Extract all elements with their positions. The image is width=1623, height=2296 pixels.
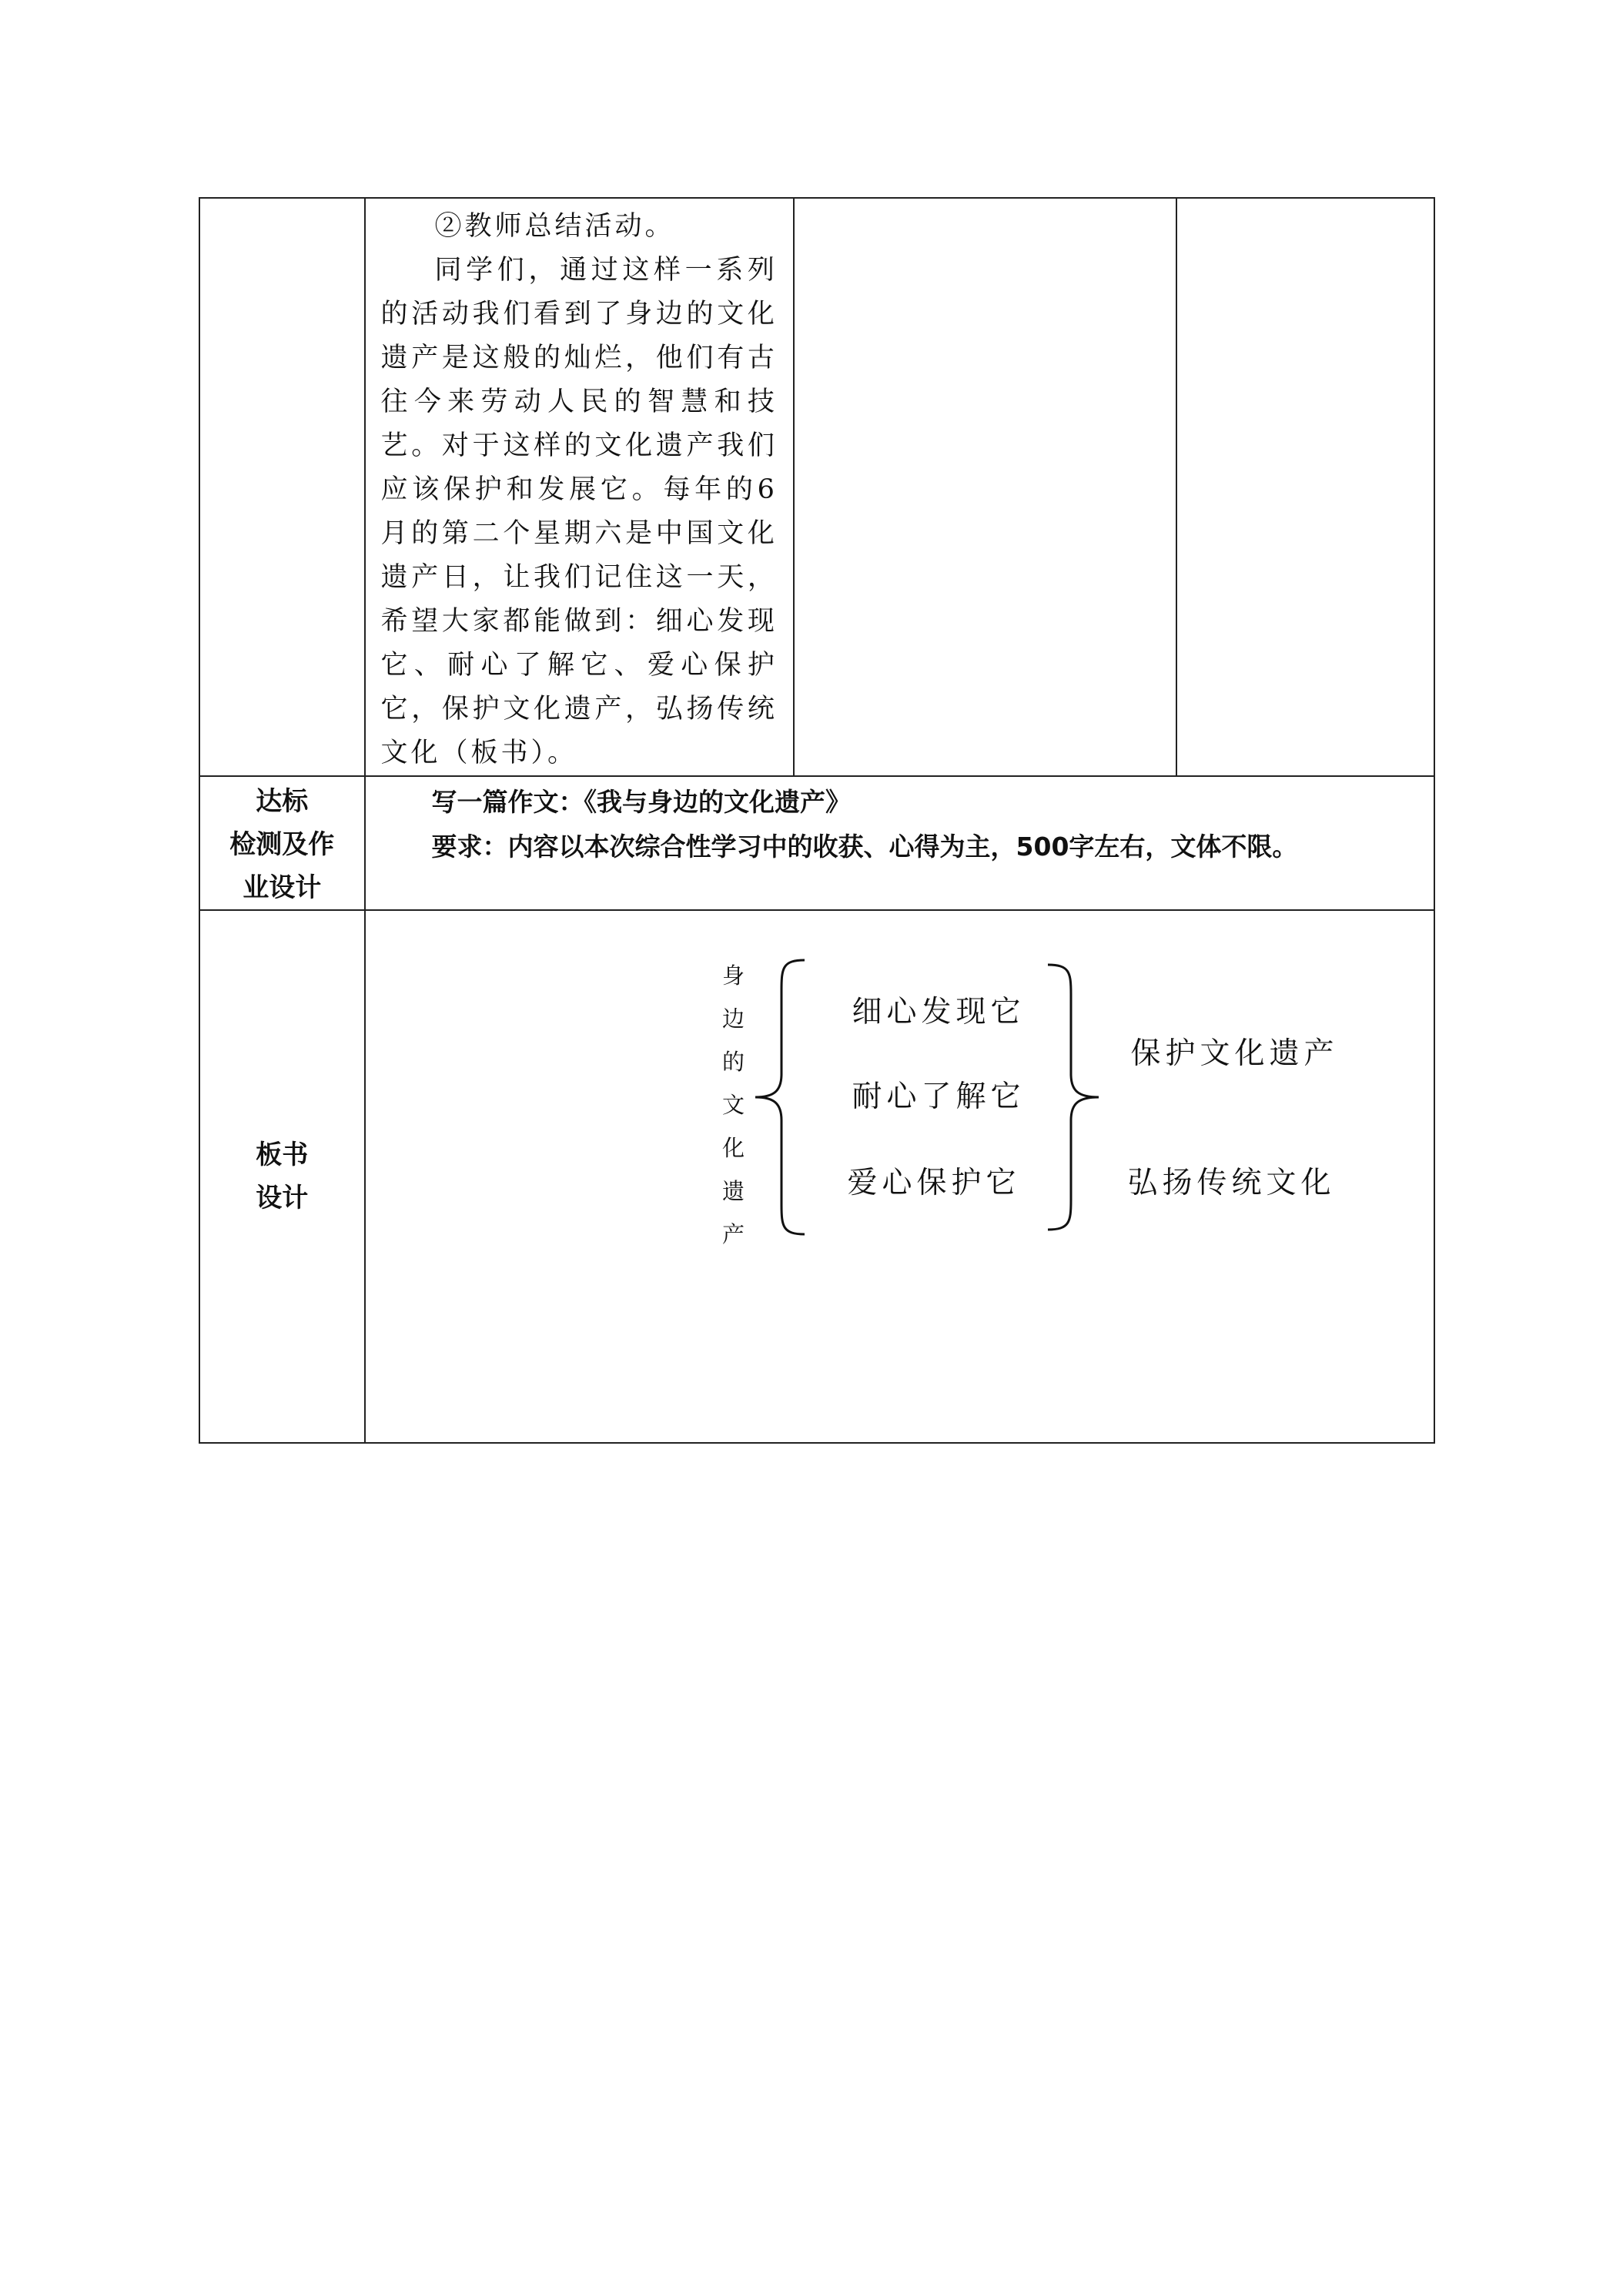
board-middle-item-1: 细心发现它 <box>852 995 1026 1029</box>
board-right-item-2: 弘扬传统文化 <box>1127 1166 1336 1200</box>
homework-label-line-1: 达标 <box>256 786 309 817</box>
lesson-plan-table <box>199 197 1435 1444</box>
summary-student-cell <box>794 198 1176 776</box>
board-content-cell <box>365 910 1434 1443</box>
board-label-line-2: 设计 <box>256 1183 309 1213</box>
left-brace <box>751 959 812 1236</box>
summary-body: 同学们，通过这样一系列的活动我们看到了身边的文化遗产是这般的灿烂，他们有古往今来劳动人民的智慧和技艺。对于这样的文化遗产我们应该保护和发展它。每年的6月的第二个星期六是中国文化遗产日，让我们记住这一天，希望大家都能做到：细心发现它、耐心了解它、爱心保护它，保护文化遗产，弘扬传统文化（板书）。 <box>380 255 778 768</box>
right-brace <box>1043 963 1105 1231</box>
homework-task: 写一篇作文：《我与身边的文化遗产》 <box>431 787 852 817</box>
teacher-summary-row <box>199 198 1434 776</box>
summary-text <box>366 199 793 775</box>
vertical-char: 身 <box>722 962 745 989</box>
vertical-char: 产 <box>722 1221 745 1247</box>
vertical-char: 的 <box>722 1049 745 1075</box>
vertical-char: 文 <box>722 1092 745 1118</box>
homework-label-line-2: 检测及作 <box>229 829 335 860</box>
summary-content-cell <box>365 198 794 776</box>
vertical-char: 边 <box>722 1006 745 1032</box>
board-diagram <box>366 911 1436 1442</box>
summary-heading: ②教师总结活动。 <box>434 211 675 242</box>
homework-label-line-3: 业设计 <box>243 872 322 903</box>
homework-requirement: 要求：内容以本次综合性学习中的收获、心得为主，500字左右，文体不限。 <box>431 832 1298 862</box>
summary-note-cell <box>1176 198 1434 776</box>
board-right-item-1: 保护文化遗产 <box>1130 1036 1339 1071</box>
vertical-char: 遗 <box>722 1178 745 1204</box>
homework-row <box>199 776 1434 910</box>
summary-label-cell <box>199 198 365 776</box>
homework-content-cell <box>365 776 1434 910</box>
board-design-row <box>199 910 1434 1443</box>
board-vertical-title <box>718 954 749 1256</box>
board-label-cell <box>199 910 365 1443</box>
homework-label-cell <box>199 776 365 910</box>
board-middle-item-3: 爱心保护它 <box>847 1166 1021 1200</box>
vertical-char: 化 <box>722 1135 745 1161</box>
board-middle-item-2: 耐心了解它 <box>852 1079 1026 1114</box>
board-label-line-1: 板书 <box>256 1140 309 1170</box>
